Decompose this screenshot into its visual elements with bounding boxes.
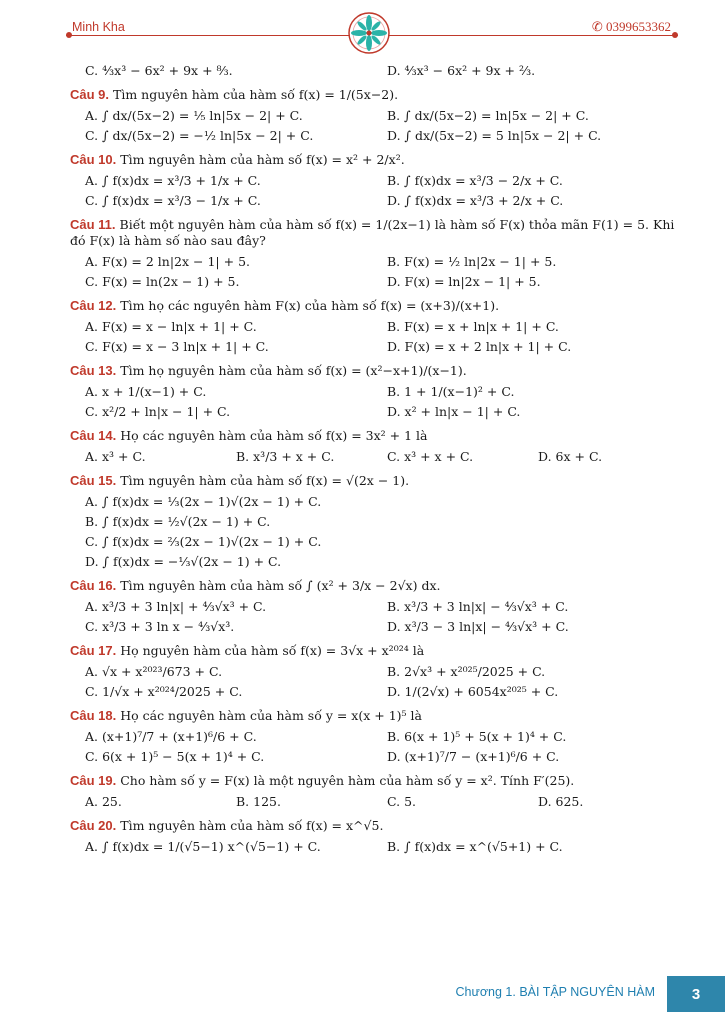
divider-dot-left — [66, 32, 72, 38]
question-number: Câu 12. — [70, 298, 117, 313]
answer-option[interactable]: C. ∫ f(x)dx = x³/3 − 1/x + C. — [85, 193, 261, 208]
question — [70, 217, 676, 292]
answer-option[interactable]: C. ∫ dx/(5x−2) = −½ ln|5x − 2| + C. — [85, 128, 314, 143]
question-number: Câu 9. — [70, 87, 110, 102]
options-row — [70, 317, 676, 337]
answer-option[interactable]: D. ∫ dx/(5x−2) = 5 ln|5x − 2| + C. — [387, 128, 602, 143]
answer-option[interactable]: C. x²/2 + ln|x − 1| + C. — [85, 404, 231, 419]
answer-option[interactable]: C. 6(x + 1)⁵ − 5(x + 1)⁴ + C. — [85, 749, 265, 764]
answer-option[interactable]: A. √x + x²⁰²³/673 + C. — [85, 664, 223, 679]
question-text — [70, 818, 676, 834]
answer-option[interactable]: D. 625. — [538, 794, 584, 809]
answer-option[interactable]: B. F(x) = x + ln|x + 1| + C. — [387, 319, 559, 334]
page-number: 3 — [667, 976, 725, 1012]
question — [70, 643, 676, 702]
options-row — [70, 662, 676, 682]
answer-option[interactable]: D. F(x) = ln|2x − 1| + 5. — [387, 274, 541, 289]
question-text — [70, 773, 676, 789]
answer-option[interactable]: A. 25. — [85, 794, 122, 809]
question-number: Câu 14. — [70, 428, 117, 443]
options-row — [70, 191, 676, 211]
divider-dot-right — [672, 32, 678, 38]
answer-option[interactable]: B. x³/3 + 3 ln|x| − ⁴⁄₃√x³ + C. — [387, 599, 569, 614]
options-row — [70, 792, 676, 812]
option: D. ⁴⁄₃x³ − 6x² + 9x + ²⁄₃. — [387, 63, 536, 78]
flower-logo-icon — [347, 11, 391, 55]
options-row — [70, 597, 676, 617]
question-stem: Cho hàm số y = F(x) là một nguyên hàm của hàm số y = x². Tính F′(25). — [120, 773, 575, 788]
question — [70, 578, 676, 637]
options-row — [70, 727, 676, 747]
answer-option[interactable]: B. F(x) = ½ ln|2x − 1| + 5. — [387, 254, 557, 269]
question-stem: Biết một nguyên hàm của hàm số f(x) = 1/(2x−1) là hàm số F(x) thỏa mãn F(1) = 5. Khi đó F(x) là hàm số nào sau đây? — [70, 217, 675, 248]
answer-option[interactable]: B. ∫ f(x)dx = x³/3 − 2/x + C. — [387, 173, 563, 188]
question-text — [70, 363, 676, 379]
answer-option[interactable]: D. ∫ f(x)dx = −⅓√(2x − 1) + C. — [85, 554, 282, 569]
options-row — [70, 837, 676, 857]
answer-option[interactable]: B. ∫ dx/(5x−2) = ln|5x − 2| + C. — [387, 108, 589, 123]
answer-option[interactable]: B. 1 + 1/(x−1)² + C. — [387, 384, 515, 399]
question-stem: Tìm nguyên hàm của hàm số f(x) = √(2x − 1). — [120, 473, 410, 488]
question-number: Câu 11. — [70, 217, 116, 232]
question — [70, 363, 676, 422]
question-stem: Tìm nguyên hàm của hàm số f(x) = x² + 2/x². — [120, 152, 405, 167]
answer-option[interactable]: C. x³/3 + 3 ln x − ⁴⁄₃√x³. — [85, 619, 235, 634]
options-row — [70, 126, 676, 146]
answer-option[interactable]: A. F(x) = x − ln|x + 1| + C. — [85, 319, 257, 334]
options-row — [70, 382, 676, 402]
options-row — [70, 106, 676, 126]
question-number: Câu 18. — [70, 708, 117, 723]
answer-option[interactable]: D. F(x) = x + 2 ln|x + 1| + C. — [387, 339, 572, 354]
question-text — [70, 708, 676, 724]
answer-option[interactable]: C. ∫ f(x)dx = ⅔(2x − 1)√(2x − 1) + C. — [85, 534, 322, 549]
question — [70, 708, 676, 767]
question-text — [70, 578, 676, 594]
answer-option[interactable]: C. F(x) = ln(2x − 1) + 5. — [85, 274, 240, 289]
options-row — [70, 617, 676, 637]
answer-option[interactable]: B. x³/3 + x + C. — [236, 449, 335, 464]
question-text — [70, 298, 676, 314]
answer-option[interactable]: D. ∫ f(x)dx = x³/3 + 2/x + C. — [387, 193, 564, 208]
question-number: Câu 16. — [70, 578, 117, 593]
answer-option[interactable]: D. x² + ln|x − 1| + C. — [387, 404, 521, 419]
question — [70, 298, 676, 357]
options-row — [70, 171, 676, 191]
options-row — [70, 252, 676, 272]
answer-option[interactable]: B. 6(x + 1)⁵ + 5(x + 1)⁴ + C. — [387, 729, 567, 744]
options-row — [70, 682, 676, 702]
question-text — [70, 643, 676, 659]
question-number: Câu 10. — [70, 152, 117, 167]
answer-option[interactable]: D. (x+1)⁷/7 − (x+1)⁶/6 + C. — [387, 749, 560, 764]
question — [70, 773, 676, 812]
question-text — [70, 87, 676, 103]
answer-option[interactable]: A. F(x) = 2 ln|2x − 1| + 5. — [85, 254, 250, 269]
question — [70, 152, 676, 211]
answer-option[interactable]: A. ∫ f(x)dx = 1/(√5−1) x^(√5−1) + C. — [85, 839, 321, 854]
options-row — [70, 272, 676, 292]
question-stem: Họ các nguyên hàm của hàm số y = x(x + 1)⁵ là — [120, 708, 422, 723]
question-stem: Tìm nguyên hàm của hàm số f(x) = 1/(5x−2). — [113, 87, 399, 102]
question-list — [70, 61, 676, 857]
answer-option[interactable]: B. 2√x³ + x²⁰²⁵/2025 + C. — [387, 664, 546, 679]
answer-option[interactable]: B. 125. — [236, 794, 281, 809]
answer-option[interactable]: A. x³ + C. — [85, 449, 146, 464]
answer-option[interactable]: A. (x+1)⁷/7 + (x+1)⁶/6 + C. — [85, 729, 257, 744]
answer-option[interactable]: B. ∫ f(x)dx = ½√(2x − 1) + C. — [85, 514, 271, 529]
options-row — [70, 337, 676, 357]
question — [70, 473, 676, 572]
options-row — [70, 402, 676, 422]
options-row — [70, 447, 676, 467]
author-name: Minh Kha — [72, 20, 125, 34]
phone-number: ✆ 0399653362 — [591, 19, 671, 34]
answer-option[interactable]: C. F(x) = x − 3 ln|x + 1| + C. — [85, 339, 269, 354]
question-text — [70, 152, 676, 168]
answer-option[interactable]: A. ∫ f(x)dx = ⅓(2x − 1)√(2x − 1) + C. — [85, 494, 322, 509]
question-number: Câu 15. — [70, 473, 117, 488]
previous-options-row — [70, 61, 676, 81]
chapter-title: Chương 1. BÀI TẬP NGUYÊN HÀM — [455, 985, 655, 999]
answer-option[interactable]: A. ∫ dx/(5x−2) = ⅕ ln|5x − 2| + C. — [85, 108, 303, 123]
question-text — [70, 217, 676, 249]
answer-option[interactable]: D. x³/3 − 3 ln|x| − ⁴⁄₃√x³ + C. — [387, 619, 569, 634]
options-row — [70, 532, 676, 552]
answer-option[interactable]: A. x³/3 + 3 ln|x| + ⁴⁄₃√x³ + C. — [85, 599, 267, 614]
question-number: Câu 20. — [70, 818, 117, 833]
option: C. ⁴⁄₃x³ − 6x² + 9x + ⁸⁄₃. — [85, 63, 233, 78]
question-number: Câu 17. — [70, 643, 117, 658]
question-number: Câu 13. — [70, 363, 117, 378]
question — [70, 818, 676, 857]
question-stem: Tìm nguyên hàm của hàm số ∫ (x² + 3/x − 2√x) dx. — [120, 578, 441, 593]
answer-option[interactable]: D. 6x + C. — [538, 449, 603, 464]
question-stem: Họ nguyên hàm của hàm số f(x) = 3√x + x²⁰²⁴ là — [120, 643, 425, 658]
question-stem: Tìm nguyên hàm của hàm số f(x) = x^√5. — [120, 818, 384, 833]
question — [70, 87, 676, 146]
question-stem: Tìm họ nguyên hàm của hàm số f(x) = (x²−x+1)/(x−1). — [120, 363, 467, 378]
question-text — [70, 428, 676, 444]
answer-option[interactable]: C. x³ + x + C. — [387, 449, 474, 464]
answer-option[interactable]: D. 1/(2√x) + 6054x²⁰²⁵ + C. — [387, 684, 559, 699]
options-row — [70, 552, 676, 572]
answer-option[interactable]: C. 1/√x + x²⁰²⁴/2025 + C. — [85, 684, 243, 699]
question-number: Câu 19. — [70, 773, 117, 788]
options-row — [70, 492, 676, 512]
options-row — [70, 747, 676, 767]
answer-option[interactable]: C. 5. — [387, 794, 416, 809]
answer-option[interactable]: A. x + 1/(x−1) + C. — [85, 384, 207, 399]
question-stem: Tìm họ các nguyên hàm F(x) của hàm số f(x) = (x+3)/(x+1). — [120, 298, 500, 313]
question-text — [70, 473, 676, 489]
question-stem: Họ các nguyên hàm của hàm số f(x) = 3x² + 1 là — [120, 428, 428, 443]
answer-option[interactable]: B. ∫ f(x)dx = x^(√5+1) + C. — [387, 839, 563, 854]
options-row — [70, 512, 676, 532]
question — [70, 428, 676, 467]
answer-option[interactable]: A. ∫ f(x)dx = x³/3 + 1/x + C. — [85, 173, 261, 188]
